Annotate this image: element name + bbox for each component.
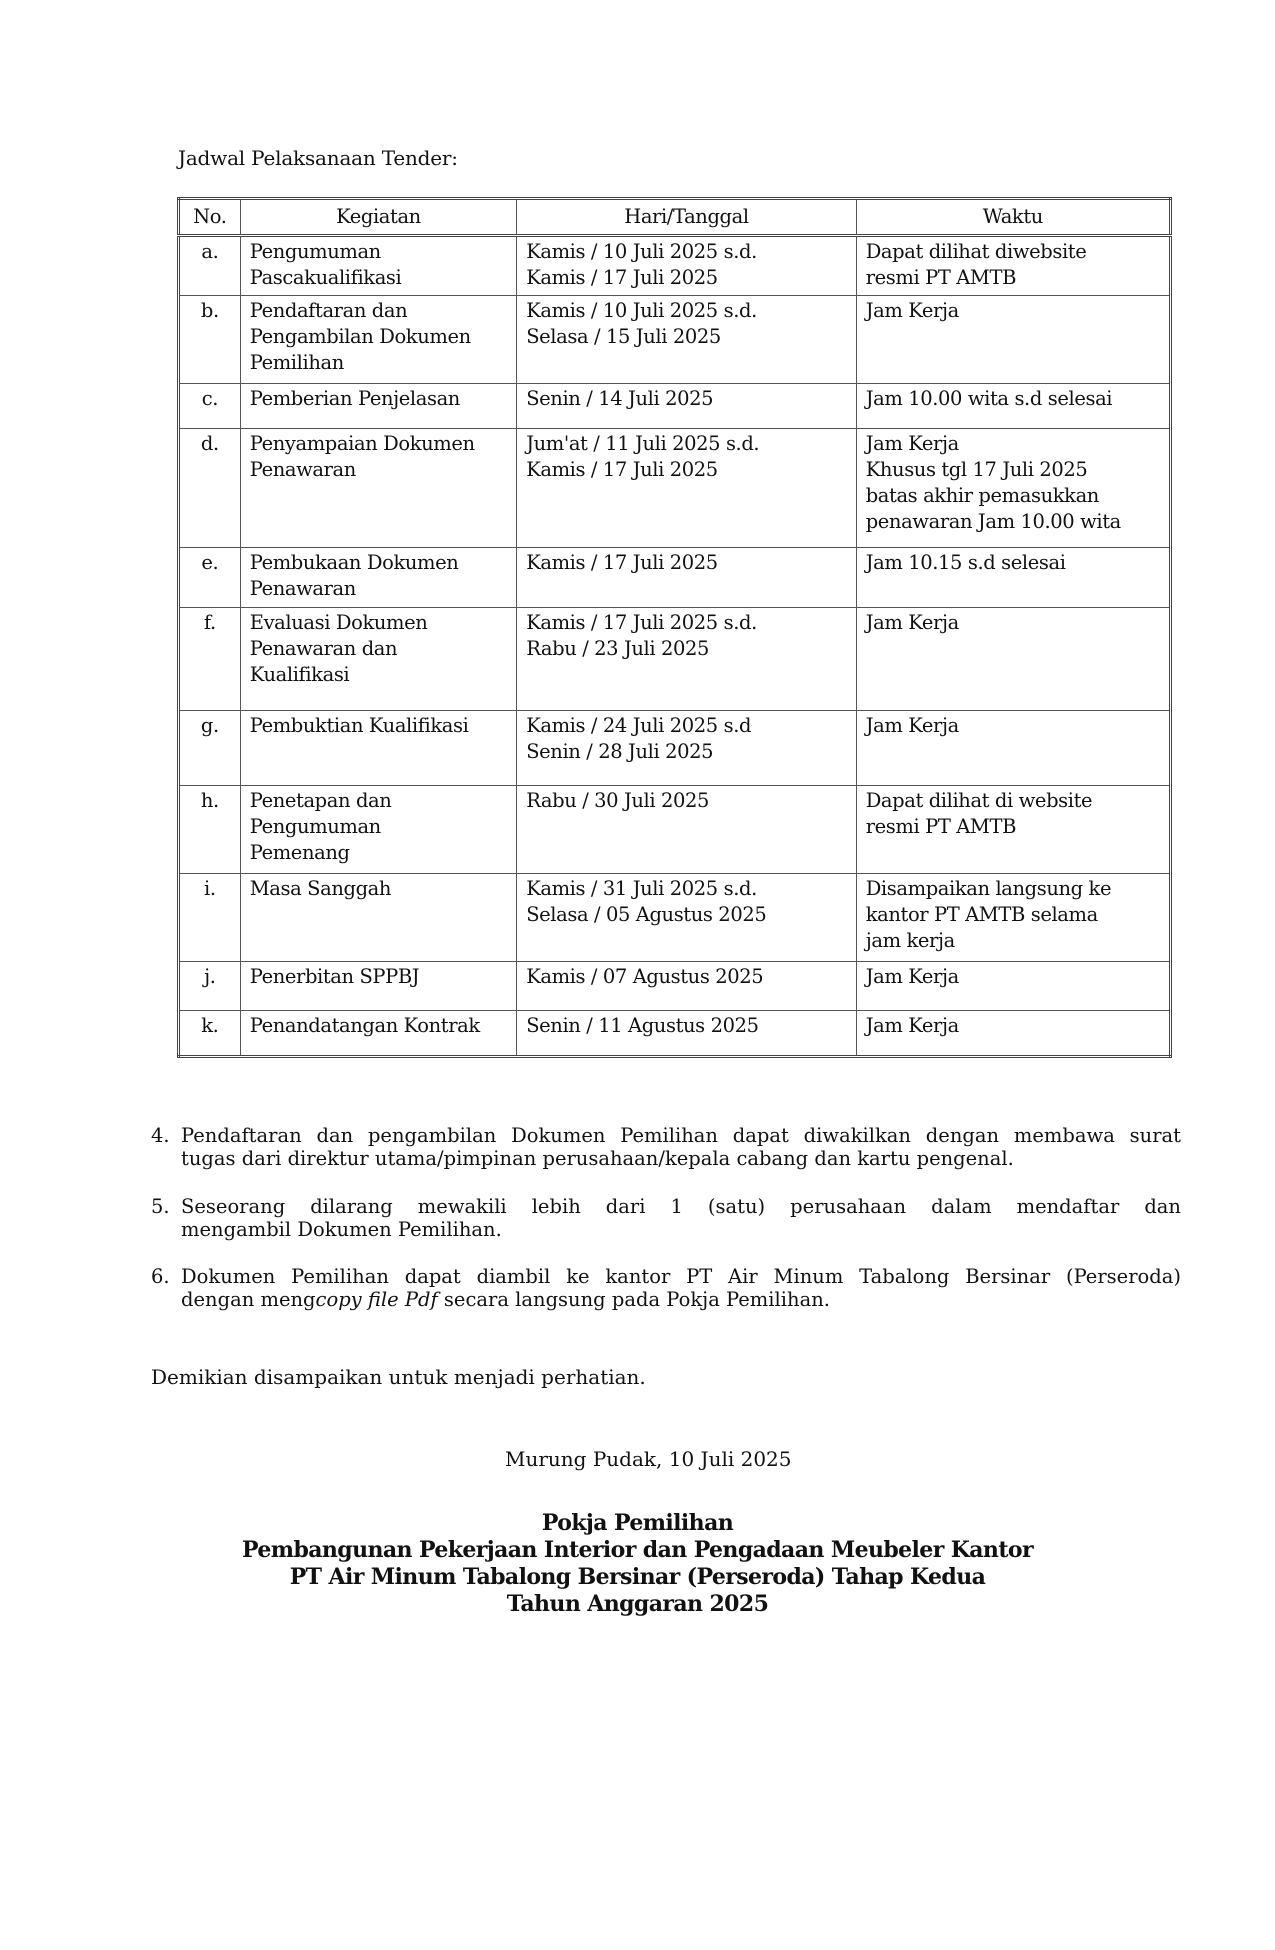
table-row [179,786,1171,874]
cell-text-line: jam kerja [865,929,955,952]
cell-waktu [856,1011,1170,1057]
table-row [179,1011,1171,1057]
cell-tanggal [517,608,857,711]
cell-tanggal [517,429,857,548]
cell-text-line: Penerbitan SPPBJ [249,965,420,988]
cell-text-line: Kamis / 10 Juli 2025 s.d. [526,240,757,263]
cell-text-line: Kamis / 17 Juli 2025 s.d. [526,611,757,634]
note-text-italic: copy file Pdf [315,1288,438,1311]
cell-tanggal [517,711,857,786]
cell-text-line: Jam Kerja [865,965,959,988]
cell-tanggal [517,384,857,429]
notes-list [151,1265,1181,1311]
cell-waktu [856,384,1170,429]
note-item-6 [151,1265,1181,1311]
cell-kegiatan [240,296,516,384]
cell-text-line: Pemilihan [249,351,344,374]
cell-no: h. [179,786,241,874]
signature-line-project: Pembangunan Pekerjaan Interior dan Pengadaan Meubeler Kantor [242,1537,1033,1563]
cell-waktu [856,608,1170,711]
cell-text-line: Pemenang [249,841,350,864]
cell-no: g. [179,711,241,786]
cell-kegiatan [240,429,516,548]
column-header-kegiatan: Kegiatan [240,199,516,236]
cell-text-line: Kamis / 10 Juli 2025 s.d. [526,299,757,322]
cell-text-line: Senin / 14 Juli 2025 [526,387,714,410]
cell-no: i. [179,874,241,962]
cell-text-line: resmi PT AMTB [865,266,1017,289]
note-text-line [181,1288,1181,1311]
column-header-waktu: Waktu [856,199,1170,236]
cell-text-line: Dapat dilihat di website [865,789,1093,812]
note-text-line: Pendaftaran dan pengambilan Dokumen Pemilihan dapat diwakilkan dengan membawa surat [181,1124,1181,1147]
cell-no: d. [179,429,241,548]
note-text-line: Dokumen Pemilihan dapat diambil ke kantor PT Air Minum Tabalong Bersinar (Perseroda) [181,1265,1181,1288]
note-item-5 [151,1195,1181,1241]
cell-text-line: Kualifikasi [249,663,350,686]
signature-line-year: Tahun Anggaran 2025 [506,1591,769,1617]
place-and-date: Murung Pudak, 10 Juli 2025 [505,1447,792,1471]
cell-waktu [856,548,1170,608]
cell-text-line: Senin / 11 Agustus 2025 [526,1014,759,1037]
note-number: 4. [151,1124,170,1147]
cell-kegiatan [240,608,516,711]
cell-text-line: Jam 10.15 s.d selesai [865,551,1066,574]
cell-text-line: Evaluasi Dokumen [249,611,428,634]
cell-no: k. [179,1011,241,1057]
note-text-line: tugas dari direktur utama/pimpinan perusahaan/kepala cabang dan kartu pengenal. [181,1147,1014,1170]
cell-text-line: Jam Kerja [865,299,959,322]
closing-statement: Demikian disampaikan untuk menjadi perhatian. [151,1365,646,1389]
cell-text-line: Jam Kerja [865,432,959,455]
cell-text-line: Masa Sanggah [249,877,392,900]
cell-text-line: penawaran Jam 10.00 wita [865,510,1121,533]
cell-no: b. [179,296,241,384]
cell-no: j. [179,962,241,1011]
cell-tanggal [517,236,857,296]
cell-kegiatan [240,1011,516,1057]
table-row [179,711,1171,786]
table-row [179,608,1171,711]
cell-text-line: Jam Kerja [865,714,959,737]
note-item-4 [151,1124,1181,1170]
cell-text-line: Kamis / 17 Juli 2025 [526,266,718,289]
cell-text-line: Pembukaan Dokumen [249,551,459,574]
note-text-line: Seseorang dilarang mewakili lebih dari 1 (satu) perusahaan dalam mendaftar dan [181,1195,1181,1218]
cell-text-line: Rabu / 23 Juli 2025 [526,637,710,660]
cell-text-line: Kamis / 17 Juli 2025 [526,458,718,481]
cell-text-line: Jam 10.00 wita s.d selesai [865,387,1113,410]
schedule-heading: Jadwal Pelaksanaan Tender: [178,146,458,170]
cell-text-line: Pengambilan Dokumen [249,325,471,348]
cell-waktu [856,874,1170,962]
table-row [179,429,1171,548]
cell-kegiatan [240,962,516,1011]
cell-tanggal [517,786,857,874]
signature-line-committee: Pokja Pemilihan [541,1510,734,1536]
table-row [179,874,1171,962]
cell-text-line: batas akhir pemasukkan [865,484,1099,507]
cell-kegiatan [240,236,516,296]
cell-waktu [856,429,1170,548]
cell-kegiatan [240,711,516,786]
cell-kegiatan [240,874,516,962]
table-row [179,384,1171,429]
note-text-fragment: secara langsung pada Pokja Pemilihan. [437,1288,830,1311]
cell-text-line: Penyampaian Dokumen [249,432,475,455]
table-row [179,962,1171,1011]
note-text-fragment: dengan meng [181,1288,316,1311]
notes-list [151,1195,1181,1241]
cell-text-line: kantor PT AMTB selama [865,903,1098,926]
cell-text-line: Jum'at / 11 Juli 2025 s.d. [526,432,760,455]
cell-text-line: Pascakualifikasi [249,266,402,289]
cell-text-line: Pengumuman [249,240,381,263]
cell-text-line: Penawaran [249,577,356,600]
column-header-no: No. [179,199,241,236]
cell-tanggal [517,874,857,962]
cell-text-line: Selasa / 05 Agustus 2025 [526,903,767,926]
cell-text-line: Jam Kerja [865,1014,959,1037]
schedule-table [177,197,1172,1058]
cell-tanggal [517,296,857,384]
cell-waktu [856,711,1170,786]
note-number: 5. [151,1195,170,1218]
cell-kegiatan [240,786,516,874]
table-row [179,236,1171,296]
cell-text-line: Penetapan dan [249,789,392,812]
cell-no: c. [179,384,241,429]
cell-tanggal [517,962,857,1011]
signature-line-company: PT Air Minum Tabalong Bersinar (Perseroda) Tahap Kedua [289,1564,986,1590]
note-number: 6. [151,1265,170,1288]
cell-no: a. [179,236,241,296]
table-row [179,296,1171,384]
cell-waktu [856,296,1170,384]
table-header-row [179,199,1171,236]
cell-text-line: Khusus tgl 17 Juli 2025 [865,458,1088,481]
cell-waktu [856,962,1170,1011]
cell-text-line: Dapat dilihat diwebsite [865,240,1087,263]
cell-text-line: Kamis / 31 Juli 2025 s.d. [526,877,757,900]
cell-text-line: Jam Kerja [865,611,959,634]
cell-text-line: Kamis / 17 Juli 2025 [526,551,718,574]
cell-text-line: Kamis / 24 Juli 2025 s.d [526,714,752,737]
cell-text-line: Penandatangan Kontrak [249,1014,480,1037]
cell-tanggal [517,548,857,608]
cell-text-line: Pembuktian Kualifikasi [249,714,469,737]
cell-text-line: Kamis / 07 Agustus 2025 [526,965,764,988]
column-header-tanggal: Hari/Tanggal [517,199,857,236]
cell-waktu [856,786,1170,874]
cell-no: e. [179,548,241,608]
signature-block [0,1510,1275,1618]
table-row [179,548,1171,608]
cell-waktu [856,236,1170,296]
cell-no: f. [179,608,241,711]
cell-text-line: Pengumuman [249,815,381,838]
cell-text-line: Penawaran [249,458,356,481]
cell-text-line: resmi PT AMTB [865,815,1017,838]
cell-text-line: Disampaikan langsung ke [865,877,1112,900]
cell-kegiatan [240,548,516,608]
cell-text-line: Rabu / 30 Juli 2025 [526,789,710,812]
cell-kegiatan [240,384,516,429]
note-text-line: mengambil Dokumen Pemilihan. [181,1218,502,1241]
cell-text-line: Selasa / 15 Juli 2025 [526,325,721,348]
cell-text-line: Penawaran dan [249,637,398,660]
notes-list [151,1124,1181,1170]
cell-text-line: Pendaftaran dan [249,299,408,322]
cell-tanggal [517,1011,857,1057]
cell-text-line: Pemberian Penjelasan [249,387,460,410]
cell-text-line: Senin / 28 Juli 2025 [526,740,714,763]
